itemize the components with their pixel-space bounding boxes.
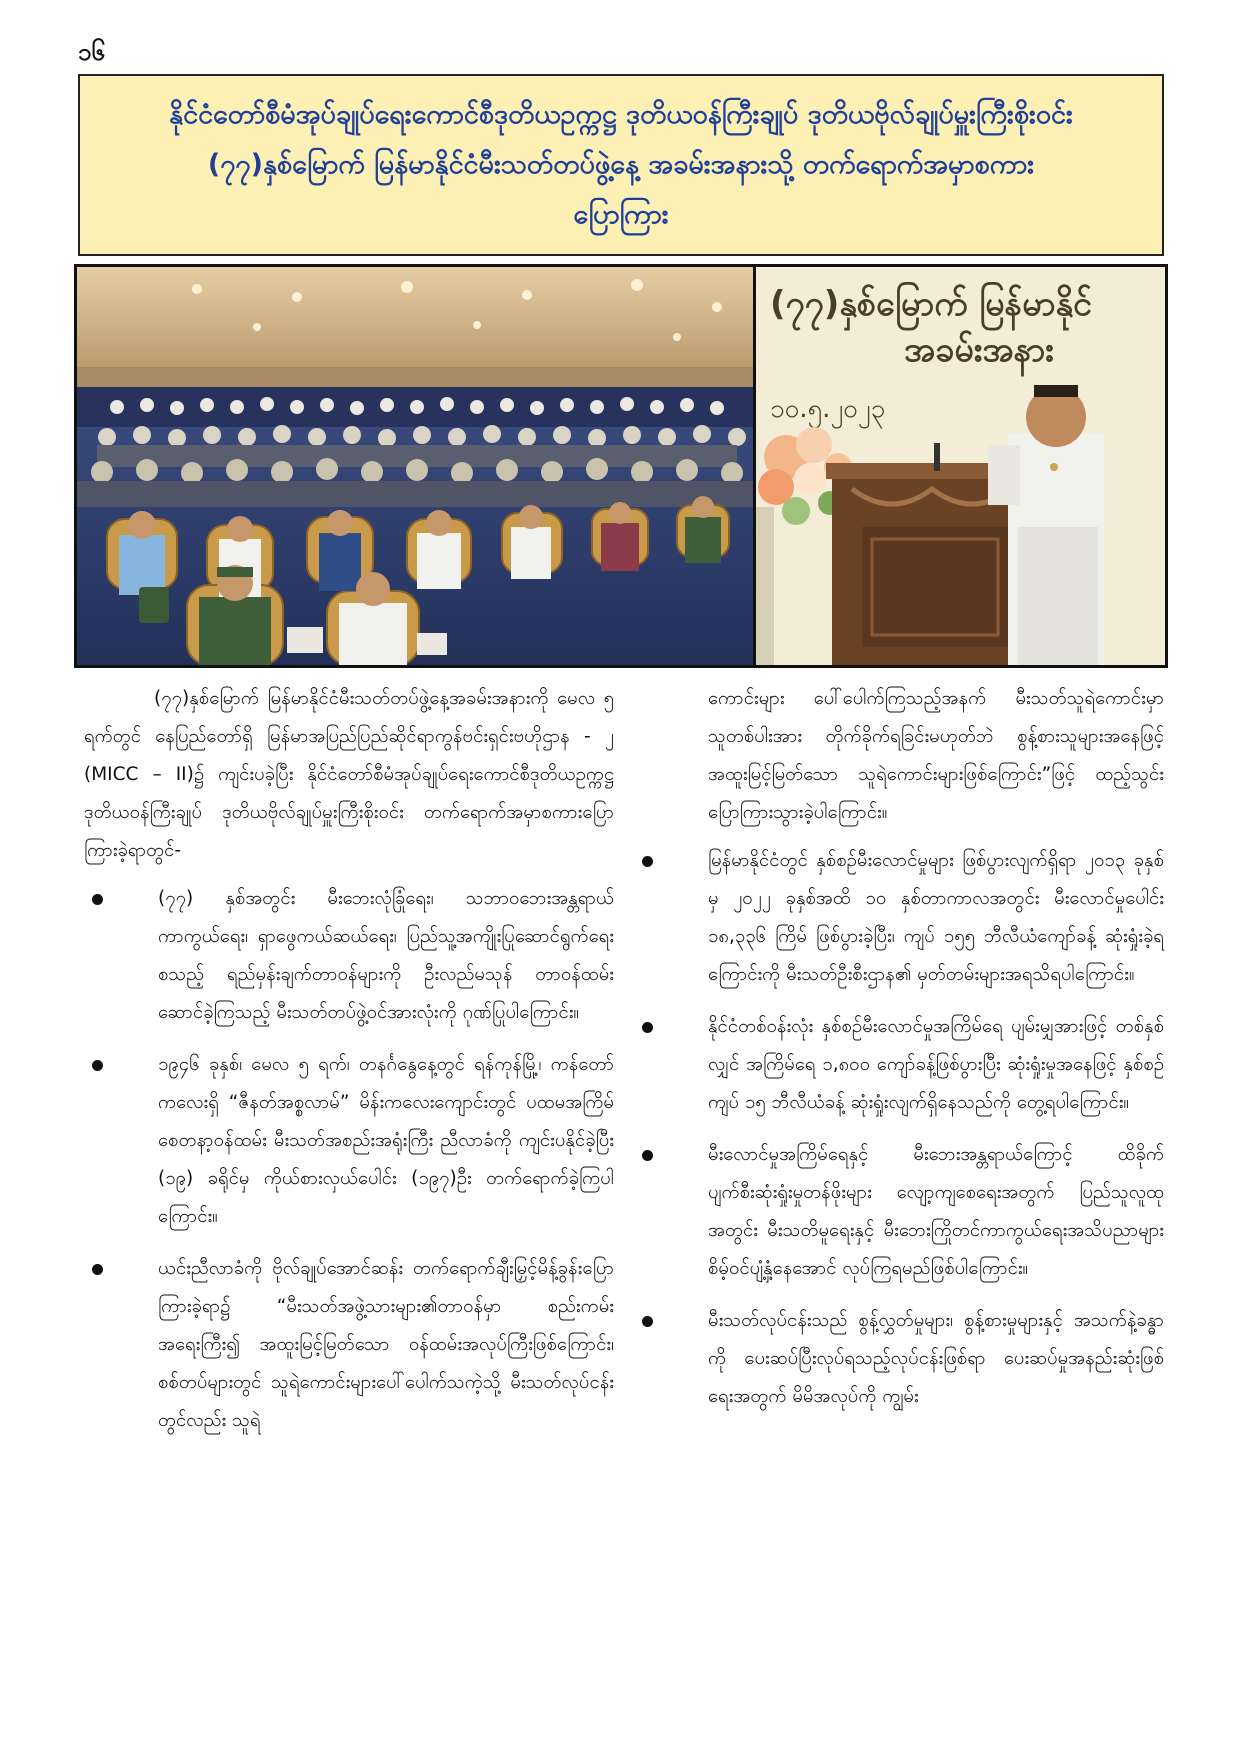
bullet-text: နိုင်ငံတစ်ဝန်းလုံး နှစ်စဉ်မီးလောင်မှုအကြိမ်ရေ ပျမ်းမျှအားဖြင့် တစ်နှစ်လျှင် အကြိမ်ရေ ၁,၈၀၀ ကျော်ခန့်ဖြစ်ပွားပြီး ဆုံးရှုံးမှုအနေဖြင့် နှစ်စဉ် ကျပ် ၁၅ ဘီလီယံခန့် ဆုံးရှုံးလျက်ရှိနေသည်ကို တွေ့ရပါကြောင်း။ — [708, 1016, 1164, 1113]
headline-line-2: (၇၇)နှစ်မြောက် မြန်မာနိုင်ငံမီးသတ်တပ်ဖွဲ့နေ့ အခမ်းအနားသို့ တက်ရောက်အမှာစကား — [207, 149, 1035, 180]
bullet-dot — [92, 1264, 103, 1275]
bullet-item — [634, 1136, 1164, 1288]
banner-date: ၁၀.၅.၂၀၂၃ — [770, 394, 886, 424]
bullet-item — [84, 1046, 614, 1236]
bullet-item — [84, 1250, 614, 1440]
photo-strip — [74, 264, 1168, 668]
banner-line-1: (၇၇)နှစ်မြောက် မြန်မာနိုင် — [770, 284, 1092, 324]
bullet-item — [634, 1302, 1164, 1416]
bullet-text: မီးလောင်မှုအကြိမ်ရေနှင့် မီးဘေးအန္တရာယ်ကြောင့် ထိခိုက်ပျက်စီးဆုံးရှုံးမှုတန်ဖိုးများ လျော့ကျစေရေးအတွက် ပြည်သူလူထုအတွင်း မီးသတိမူရေးနှင့် မီးဘေးကြိုတင်ကာကွယ်ရေးအသိပညာများ စိမ့်ဝင်ပျံ့နှံ့နေအောင် လုပ်ကြရမည်ဖြစ်ပါကြောင်း။ — [708, 1144, 1164, 1279]
headline-line-1: နိုင်ငံတော်စီမံအုပ်ချုပ်ရေးကောင်စီဒုတိယဥက္ကဋ္ဌ ဒုတိယဝန်ကြီးချုပ် ဒုတိယဗိုလ်ချုပ်မှူးကြီးစိုးဝင်း — [169, 99, 1073, 130]
bullet-text: မြန်မာနိုင်ငံတွင် နှစ်စဉ်မီးလောင်မှုများ ဖြစ်ပွားလျက်ရှိရာ ၂၀၁၃ ခုနှစ်မှ ၂၀၂၂ ခုနှစ်အထိ ၁၀ နှစ်တာကာလအတွင်း မီးလောင်မှုပေါင်း ၁၈,၃၃၆ ကြိမ် ဖြစ်ပွားခဲ့ပြီး၊ ကျပ် ၁၅၅ ဘီလီယံကျော်ခန့် ဆုံးရှုံးခဲ့ရကြောင်းကို မီးသတ်ဦးစီးဌာန၏ မှတ်တမ်းများအရသိရပါကြောင်း။ — [708, 850, 1164, 985]
headline-box — [78, 74, 1164, 256]
bullet-dot — [92, 1060, 103, 1071]
bullet-text: (၇၇) နှစ်အတွင်း မီးဘေးလုံခြုံရေး၊ သဘာဝဘေးအန္တရာယ်ကာကွယ်ရေး၊ ရှာဖွေကယ်ဆယ်ရေး၊ ပြည်သူ့အကျိုးပြုဆောင်ရွက်ရေးစသည့် ရည်မှန်းချက်တာဝန်များကို ဦးလည်မသုန် တာဝန်ထမ်းဆောင်ခဲ့ကြသည့် မီးသတ်တပ်ဖွဲ့ဝင်အားလုံးကို ဂုဏ်ပြုပါကြောင်း။ — [158, 888, 614, 1023]
continuation-paragraph: ကောင်းများ ပေါ်ပေါက်ကြသည့်အနက် မီးသတ်သူရဲကောင်းမှာ သူတစ်ပါးအား တိုက်ခိုက်ရခြင်းမဟုတ်ဘဲ စွန့်စားသူများအနေဖြင့် အထူးမြင့်မြတ်သော သူရဲကောင်းများဖြစ်ကြောင်း”ဖြင့် ထည့်သွင်းပြောကြားသွားခဲ့ပါကြောင်း။ — [708, 688, 1164, 823]
bullet-dot — [642, 856, 653, 867]
audience-photo — [77, 267, 756, 665]
page-number: ၁၆ — [78, 38, 105, 66]
headline-line-3: ပြောကြား — [573, 199, 669, 230]
bullet-item — [84, 880, 614, 1032]
bullet-dot — [642, 1150, 653, 1161]
left-column — [84, 680, 614, 1740]
bullet-dot — [92, 894, 103, 905]
bullet-text: ၁၉၄၆ ခုနှစ်၊ မေလ ၅ ရက်၊ တနင်္ဂနွေနေ့တွင် ရန်ကုန်မြို့၊ ကန်တော်ကလေးရှိ “ဇီနတ်အစ္စလာမ်” မိန်းကလေးကျောင်းတွင် ပထမအကြိမ် စေတနာ့ဝန်ထမ်း မီးသတ်အစည်းအရုံးကြီး ညီလာခံကို ကျင်းပနိုင်ခဲ့ပြီး (၁၉) ခရိုင်မှ ကိုယ်စားလှယ်ပေါင်း (၁၉၇)ဦး တက်ရောက်ခဲ့ကြပါကြောင်း။ — [158, 1054, 614, 1227]
audience-photo-illustration — [77, 267, 753, 665]
bullet-dot — [642, 1022, 653, 1033]
bullet-item — [634, 1008, 1164, 1122]
speaker-photo — [756, 267, 1165, 665]
bullet-text: မီးသတ်လုပ်ငန်းသည် စွန့်လွှတ်မှုများ၊ စွန့်စားမှုများနှင့် အသက်နဲ့ခန္ဓာကို ပေးဆပ်ပြီးလုပ်ရသည့်လုပ်ငန်းဖြစ်ရာ ပေးဆပ်မှုအနည်းဆုံးဖြစ်ရေးအတွက် မိမိအလုပ်ကို ကျွမ်း — [708, 1310, 1164, 1407]
speaker-photo-illustration — [756, 267, 1165, 665]
banner-line-2: အခမ်းအနား — [904, 330, 1054, 370]
article-body — [84, 680, 1164, 1740]
intro-paragraph: (၇၇)နှစ်မြောက် မြန်မာနိုင်ငံမီးသတ်တပ်ဖွဲ့နေ့အခမ်းအနားကို မေလ ၅ ရက်တွင် နေပြည်တော်ရှိ မြန်မာအပြည်ပြည်ဆိုင်ရာကွန်ဗင်းရှင်းဗဟိုဌာန - ၂ (MICC – II)၌ ကျင်းပခဲ့ပြီး နိုင်ငံတော်စီမံအုပ်ချုပ်ရေးကောင်စီဒုတိယဥက္ကဋ္ဌ ဒုတိယဝန်ကြီးချုပ် ဒုတိယဗိုလ်ချုပ်မှူးကြီးစိုးဝင်း တက်ရောက်အမှာစကားပြောကြားခဲ့ရာတွင်- — [84, 688, 614, 861]
bullet-item — [634, 842, 1164, 994]
bullet-dot — [642, 1316, 653, 1327]
right-column — [634, 680, 1164, 1740]
bullet-text: ယင်းညီလာခံကို ဗိုလ်ချုပ်အောင်ဆန်း တက်ရောက်ချီးမြှင့်မိန့်ခွန်းပြောကြားခဲ့ရာ၌ “မီးသတ်အဖွဲ့သားများ၏တာဝန်မှာ စည်းကမ်းအရေးကြီး၍ အထူးမြင့်မြတ်သော ဝန်ထမ်းအလုပ်ကြီးဖြစ်ကြောင်း၊ စစ်တပ်များတွင် သူရဲကောင်းများပေါ်ပေါက်သကဲ့သို့ မီးသတ်လုပ်ငန်းတွင်လည်း သူရဲ — [158, 1258, 614, 1431]
